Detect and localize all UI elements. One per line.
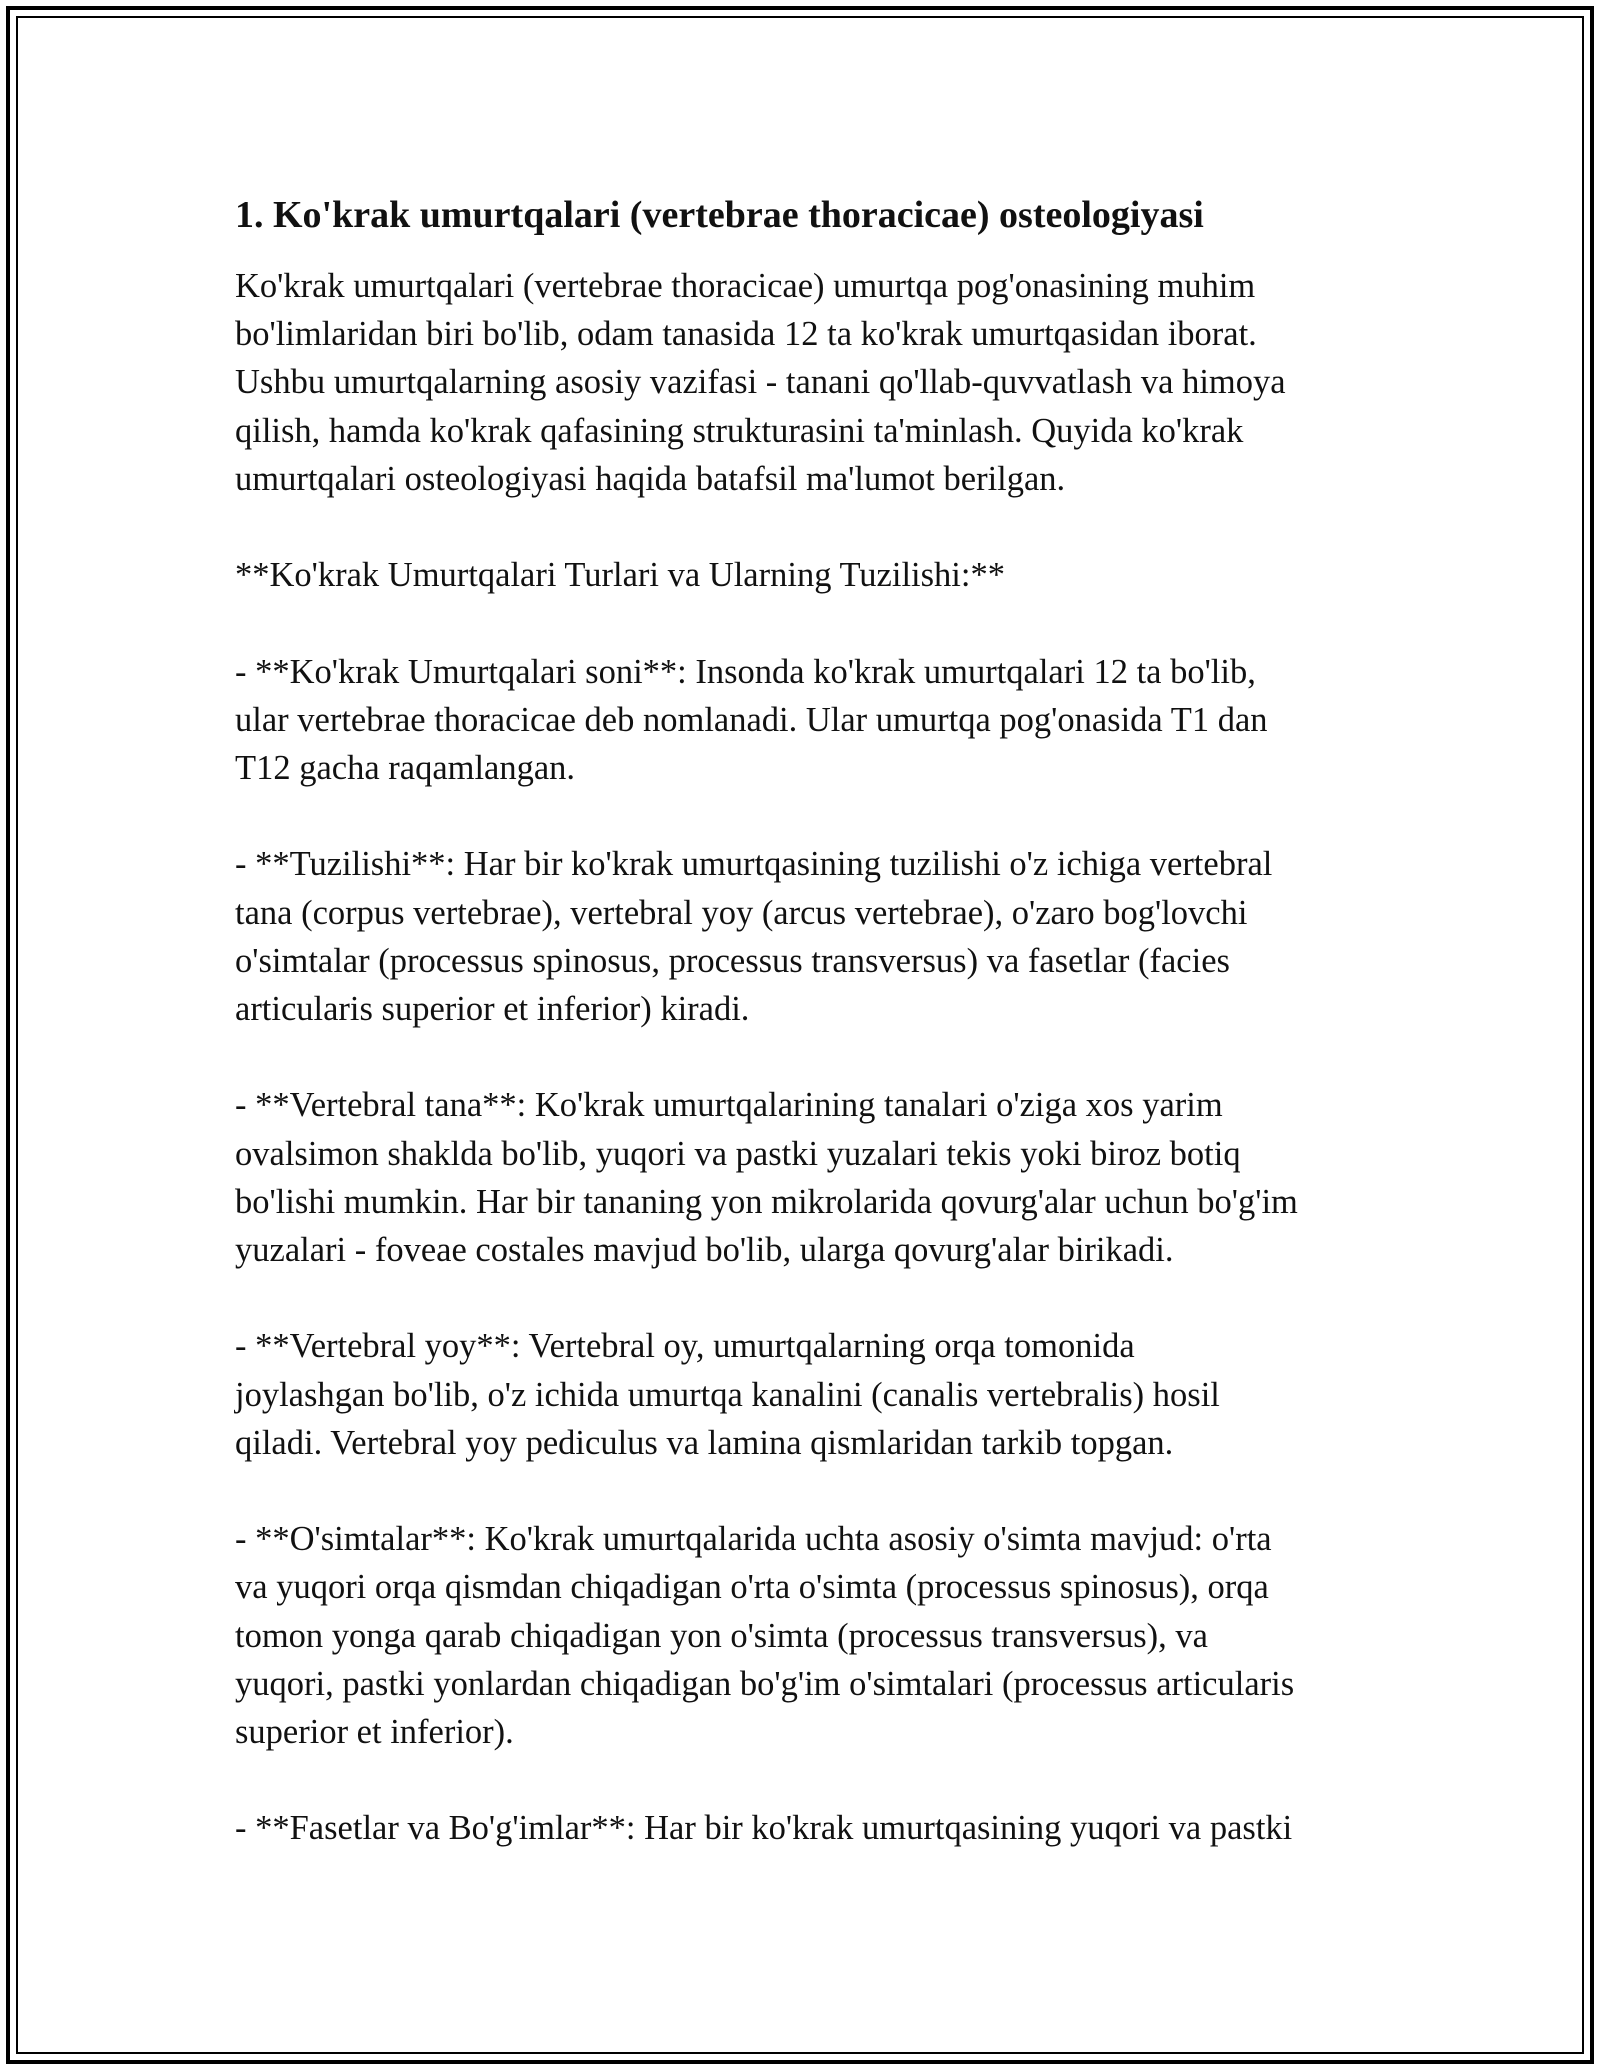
paragraph-processes (235, 1515, 1395, 1756)
text-line: yuzalari - foveae costales mavjud bo'lib, ularga qovurg'alar birikadi. (235, 1231, 1174, 1269)
document-body (235, 188, 1395, 1901)
text-line: - **Vertebral yoy**: Vertebral oy, umurtqalarning orqa tomonida (235, 1327, 1135, 1366)
text-line: - **O'simtalar**: Ko'krak umurtqalarida uchta asosiy o'simta mavjud: o'rta (235, 1520, 1272, 1559)
text-line: - **Fasetlar va Bo'g'imlar**: Har bir ko'krak umurtqasining yuqori va pastki (235, 1809, 1293, 1848)
text-line: tana (corpus vertebrae), vertebral yoy (arcus vertebrae), o'zaro bog'lovchi (235, 893, 1248, 932)
document-title: 1. Ko'krak umurtqalari (vertebrae thoracicae) osteologiyasi (235, 194, 1204, 236)
text-line: bo'limlaridan biri bo'lib, odam tanasida 12 ta ko'krak umurtqasidan iborat. (235, 315, 1257, 354)
text-line: articularis superior et inferior) kiradi. (235, 990, 750, 1028)
text-line: - **Vertebral tana**: Ko'krak umurtqalarining tanalari o'ziga xos yarim (235, 1086, 1223, 1125)
text-line: va yuqori orqa qismdan chiqadigan o'rta o'simta (processus spinosus), orqa (235, 1568, 1269, 1607)
text-line: Ko'krak umurtqalari (vertebrae thoracicae) umurtqa pog'onasining muhim (235, 267, 1256, 305)
paragraph-intro (235, 262, 1395, 503)
text-line: tomon yonga qarab chiqadigan yon o'simta (processus transversus), va (235, 1616, 1208, 1655)
text-line: qiladi. Vertebral yoy pediculus va lamina qismlaridan tarkib topgan. (235, 1423, 1174, 1462)
paragraph-vertebral-arch (235, 1322, 1395, 1467)
text-line: o'simtalar (processus spinosus, processus transversus) va fasetlar (facies (235, 941, 1230, 980)
text-line: ular vertebrae thoracicae deb nomlanadi. Ular umurtqa pog'onasida T1 dan (235, 700, 1268, 739)
paragraph-facets (235, 1804, 1395, 1852)
text-line: ovalsimon shaklda bo'lib, yuqori va pastki yuzalari tekis yoki biroz botiq (235, 1134, 1241, 1173)
paragraph-count (235, 648, 1395, 793)
paragraph-vertebral-body (235, 1081, 1395, 1274)
text-line: superior et inferior). (235, 1713, 514, 1751)
paragraph-section-heading (235, 551, 1395, 599)
text-line: Ushbu umurtqalarning asosiy vazifasi - tanani qo'llab-quvvatlash va himoya (235, 363, 1286, 402)
text-line: qilish, hamda ko'krak qafasining strukturasini ta'minlash. Quyida ko'krak (235, 411, 1244, 450)
text-line: - **Ko'krak Umurtqalari soni**: Insonda ko'krak umurtqalari 12 ta bo'lib, (235, 652, 1256, 691)
text-line: yuqori, pastki yonlardan chiqadigan bo'g'im o'simtalari (processus articularis (235, 1664, 1295, 1703)
text-line: joylashgan bo'lib, o'z ichida umurtqa kanalini (canalis vertebralis) hosil (235, 1375, 1220, 1414)
text-line: **Ko'krak Umurtqalari Turlari va Ularning Tuzilishi:** (235, 556, 1005, 595)
text-line: T12 gacha raqamlangan. (235, 749, 576, 787)
paragraph-structure (235, 840, 1395, 1033)
text-line: umurtqalari osteologiyasi haqida batafsil ma'lumot berilgan. (235, 459, 1066, 498)
text-line: bo'lishi mumkin. Har bir tananing yon mikrolarida qovurg'alar uchun bo'g'im (235, 1182, 1298, 1221)
text-line: - **Tuzilishi**: Har bir ko'krak umurtqasining tuzilishi o'z ichiga vertebral (235, 845, 1273, 884)
